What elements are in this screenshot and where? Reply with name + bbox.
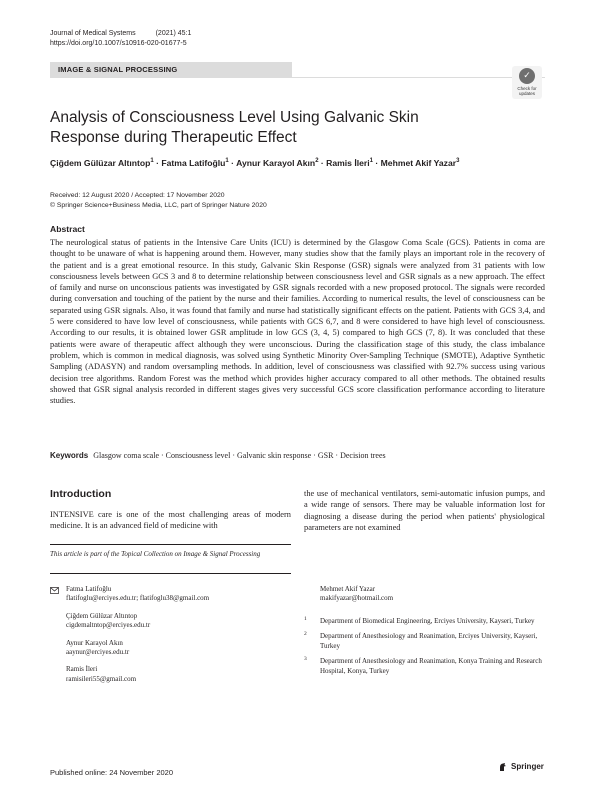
introduction-right-text: the use of mechanical ventilators, semi-automatic infusion pumps, and a wide range of sensors. There may be valuable information lost for diagnosing a disease during the period when patients' physiological parameters are not examined xyxy=(304,489,545,532)
contact-email[interactable]: flatifoglu@erciyes.edu.tr; flatifoglu38@gmail.com xyxy=(66,594,210,603)
category-rule xyxy=(292,77,545,78)
author-name[interactable]: Ramis İleri xyxy=(326,158,370,168)
contact-entry xyxy=(66,639,296,658)
abstract-heading: Abstract xyxy=(50,224,85,234)
affiliation-text: Department of Anesthesiology and Reanimation, Erciyes University, Kayseri, Turkey xyxy=(320,632,538,650)
contact-email[interactable]: makifyazar@hotmail.com xyxy=(320,594,394,603)
contact-name: Mehmet Akif Yazar xyxy=(320,585,376,593)
publisher-name: Springer xyxy=(511,762,544,772)
copyright-line: © Springer Science+Business Media, LLC, part of Springer Nature 2020 xyxy=(50,201,267,209)
springer-logo xyxy=(498,762,544,772)
affiliations xyxy=(304,617,545,682)
affiliation-number: 2 xyxy=(304,631,307,638)
author-name[interactable]: Aynur Karayol Akın xyxy=(236,158,316,168)
crossmark-icon: ✓ xyxy=(519,68,535,84)
journal-name: Journal of Medical Systems xyxy=(50,30,136,37)
contact-email[interactable]: cigdemaltntop@erciyes.edu.tr xyxy=(66,621,151,630)
journal-issue: (2021) 45:1 xyxy=(155,30,192,37)
contact-right xyxy=(320,585,545,604)
springer-horse-icon xyxy=(498,762,508,772)
author-affiliation-marker: 2 xyxy=(315,158,319,165)
contact-entry xyxy=(66,612,296,631)
author-affiliation-marker: 1 xyxy=(225,158,229,165)
crossmark-label-1: Check for xyxy=(517,86,537,91)
affiliation-number: 3 xyxy=(304,656,307,663)
affiliation-item xyxy=(304,617,545,626)
affiliation-number: 1 xyxy=(304,616,307,622)
author-name[interactable]: Mehmet Akif Yazar xyxy=(380,158,457,168)
crossmark-label-2: updates xyxy=(518,91,535,96)
introduction-left-text: INTENSIVE care is one of the most challenging areas of modern medicine. It is an advanced field of medicine with xyxy=(50,510,291,531)
abstract-text: The neurological status of patients in the Intensive Care Units (ICU) is determined by the Glasgow Coma Scale (GCS). Patients in coma are thought to be unaware of what is happening around them. However, many studies show that the family plays an important role in the recovery of the patient and is a great emotional resource. In this study, Galvanic Skin Response (GSR) signals were analyzed from 31 patients with low consciousness levels between GCS 3 and 8 to determine relationship between consciousness level and GSR signals as a new approach. The effect of family and nurse on unconscious patients was investigated by GSR signals recorded with a new proposed protocol. The signals were recorded during conversation and touching of the patient by the nurse and their families. According to numerical results, the level of consciousness can be separated using GSR signals. Also, it was found that family and nurse had statistically significant effects on the patient. Patients with GCS 3,4, and 5 were considered to have low level of consciousness, while patients with GCS 6,7, and 8 were considered to have high level of consciousness. According to our results, it is obtained lower GSR amplitude in low GCS (3, 4, 5) compared to high GCS (7, 8). It was concluded that these patients were aware of therapeutic affect although they were unconscious. During the classification stage of this study, the class imbalance problem, which is common in medical diagnosis, was solved using Synthetic Minority Over-Sampling Technique (SMOTE), Adaptive Synthetic Sampling (ADASYN) and random oversampling methods. In addition, level of consciousness was classified with 92.7% success using various decision tree algorithms. Random Forest was the method which provides higher accuracy compared to all other methods. The obtained results showed that GSR signal analysis recorded in different stages gives very successful GCS score classification performance according to literature studies. xyxy=(50,238,545,406)
article-dates xyxy=(50,191,267,210)
contact-entry xyxy=(66,665,296,684)
collection-note: This article is part of the Topical Collection on Image & Signal Processing xyxy=(50,550,261,558)
affiliation-item xyxy=(304,632,545,651)
introduction-heading: Introduction xyxy=(50,488,112,500)
contact-name: Aynur Karayol Akın xyxy=(66,638,123,647)
check-for-updates-badge[interactable] xyxy=(512,66,542,99)
contacts-left xyxy=(66,585,296,692)
published-online: Published online: 24 November 2020 xyxy=(50,768,173,777)
author-name[interactable]: Fatma Latifoğlu xyxy=(161,158,226,168)
envelope-icon xyxy=(50,587,59,594)
category-bar: IMAGE & SIGNAL PROCESSING xyxy=(50,62,292,78)
affiliation-item xyxy=(304,657,545,676)
contact-name: Fatma Latifoğlu xyxy=(66,585,112,593)
contact-entry xyxy=(66,585,296,604)
contact-name: Ramis İleri xyxy=(66,665,98,674)
keywords-heading: Keywords xyxy=(50,451,89,460)
author-affiliation-marker: 3 xyxy=(456,158,460,165)
affiliation-text: Department of Anesthesiology and Reanimation, Konya Training and Research Hospital, Konya, Turkey xyxy=(320,657,542,675)
keywords xyxy=(50,450,545,461)
received-accepted: Received: 12 August 2020 / Accepted: 17 November 2020 xyxy=(50,192,225,199)
keywords-text: Glasgow coma scale · Consciousness level · Galvanic skin response · GSR · Decision trees xyxy=(93,451,386,460)
article-title: Analysis of Consciousness Level Using Galvanic Skin Response during Therapeutic Effect xyxy=(50,109,419,146)
author-name[interactable]: Çiğdem Gülüzar Altıntop xyxy=(50,158,151,168)
note-divider xyxy=(50,573,291,574)
contact-name: Çiğdem Gülüzar Altıntop xyxy=(66,611,138,620)
affiliation-text: Department of Biomedical Engineering, Erciyes University, Kayseri, Turkey xyxy=(320,617,535,625)
author-affiliation-marker: 1 xyxy=(369,158,373,165)
note-divider xyxy=(50,544,291,545)
contact-email[interactable]: aaynur@erciyes.edu.tr xyxy=(66,648,130,657)
author-affiliation-marker: 1 xyxy=(150,158,154,165)
journal-header xyxy=(50,29,191,49)
doi-link[interactable]: https://doi.org/10.1007/s10916-020-01677-5 xyxy=(50,40,187,47)
contact-email[interactable]: ramisileri55@gmail.com xyxy=(66,674,137,683)
author-list: Çiğdem Gülüzar Altıntop$^1$ · Fatma Latifoğlu$^1$ · Aynur Karayol Akın$^2$ · Ramis İleri$^1$ · Mehmet Akif Yazar$^3$ xyxy=(50,158,460,168)
